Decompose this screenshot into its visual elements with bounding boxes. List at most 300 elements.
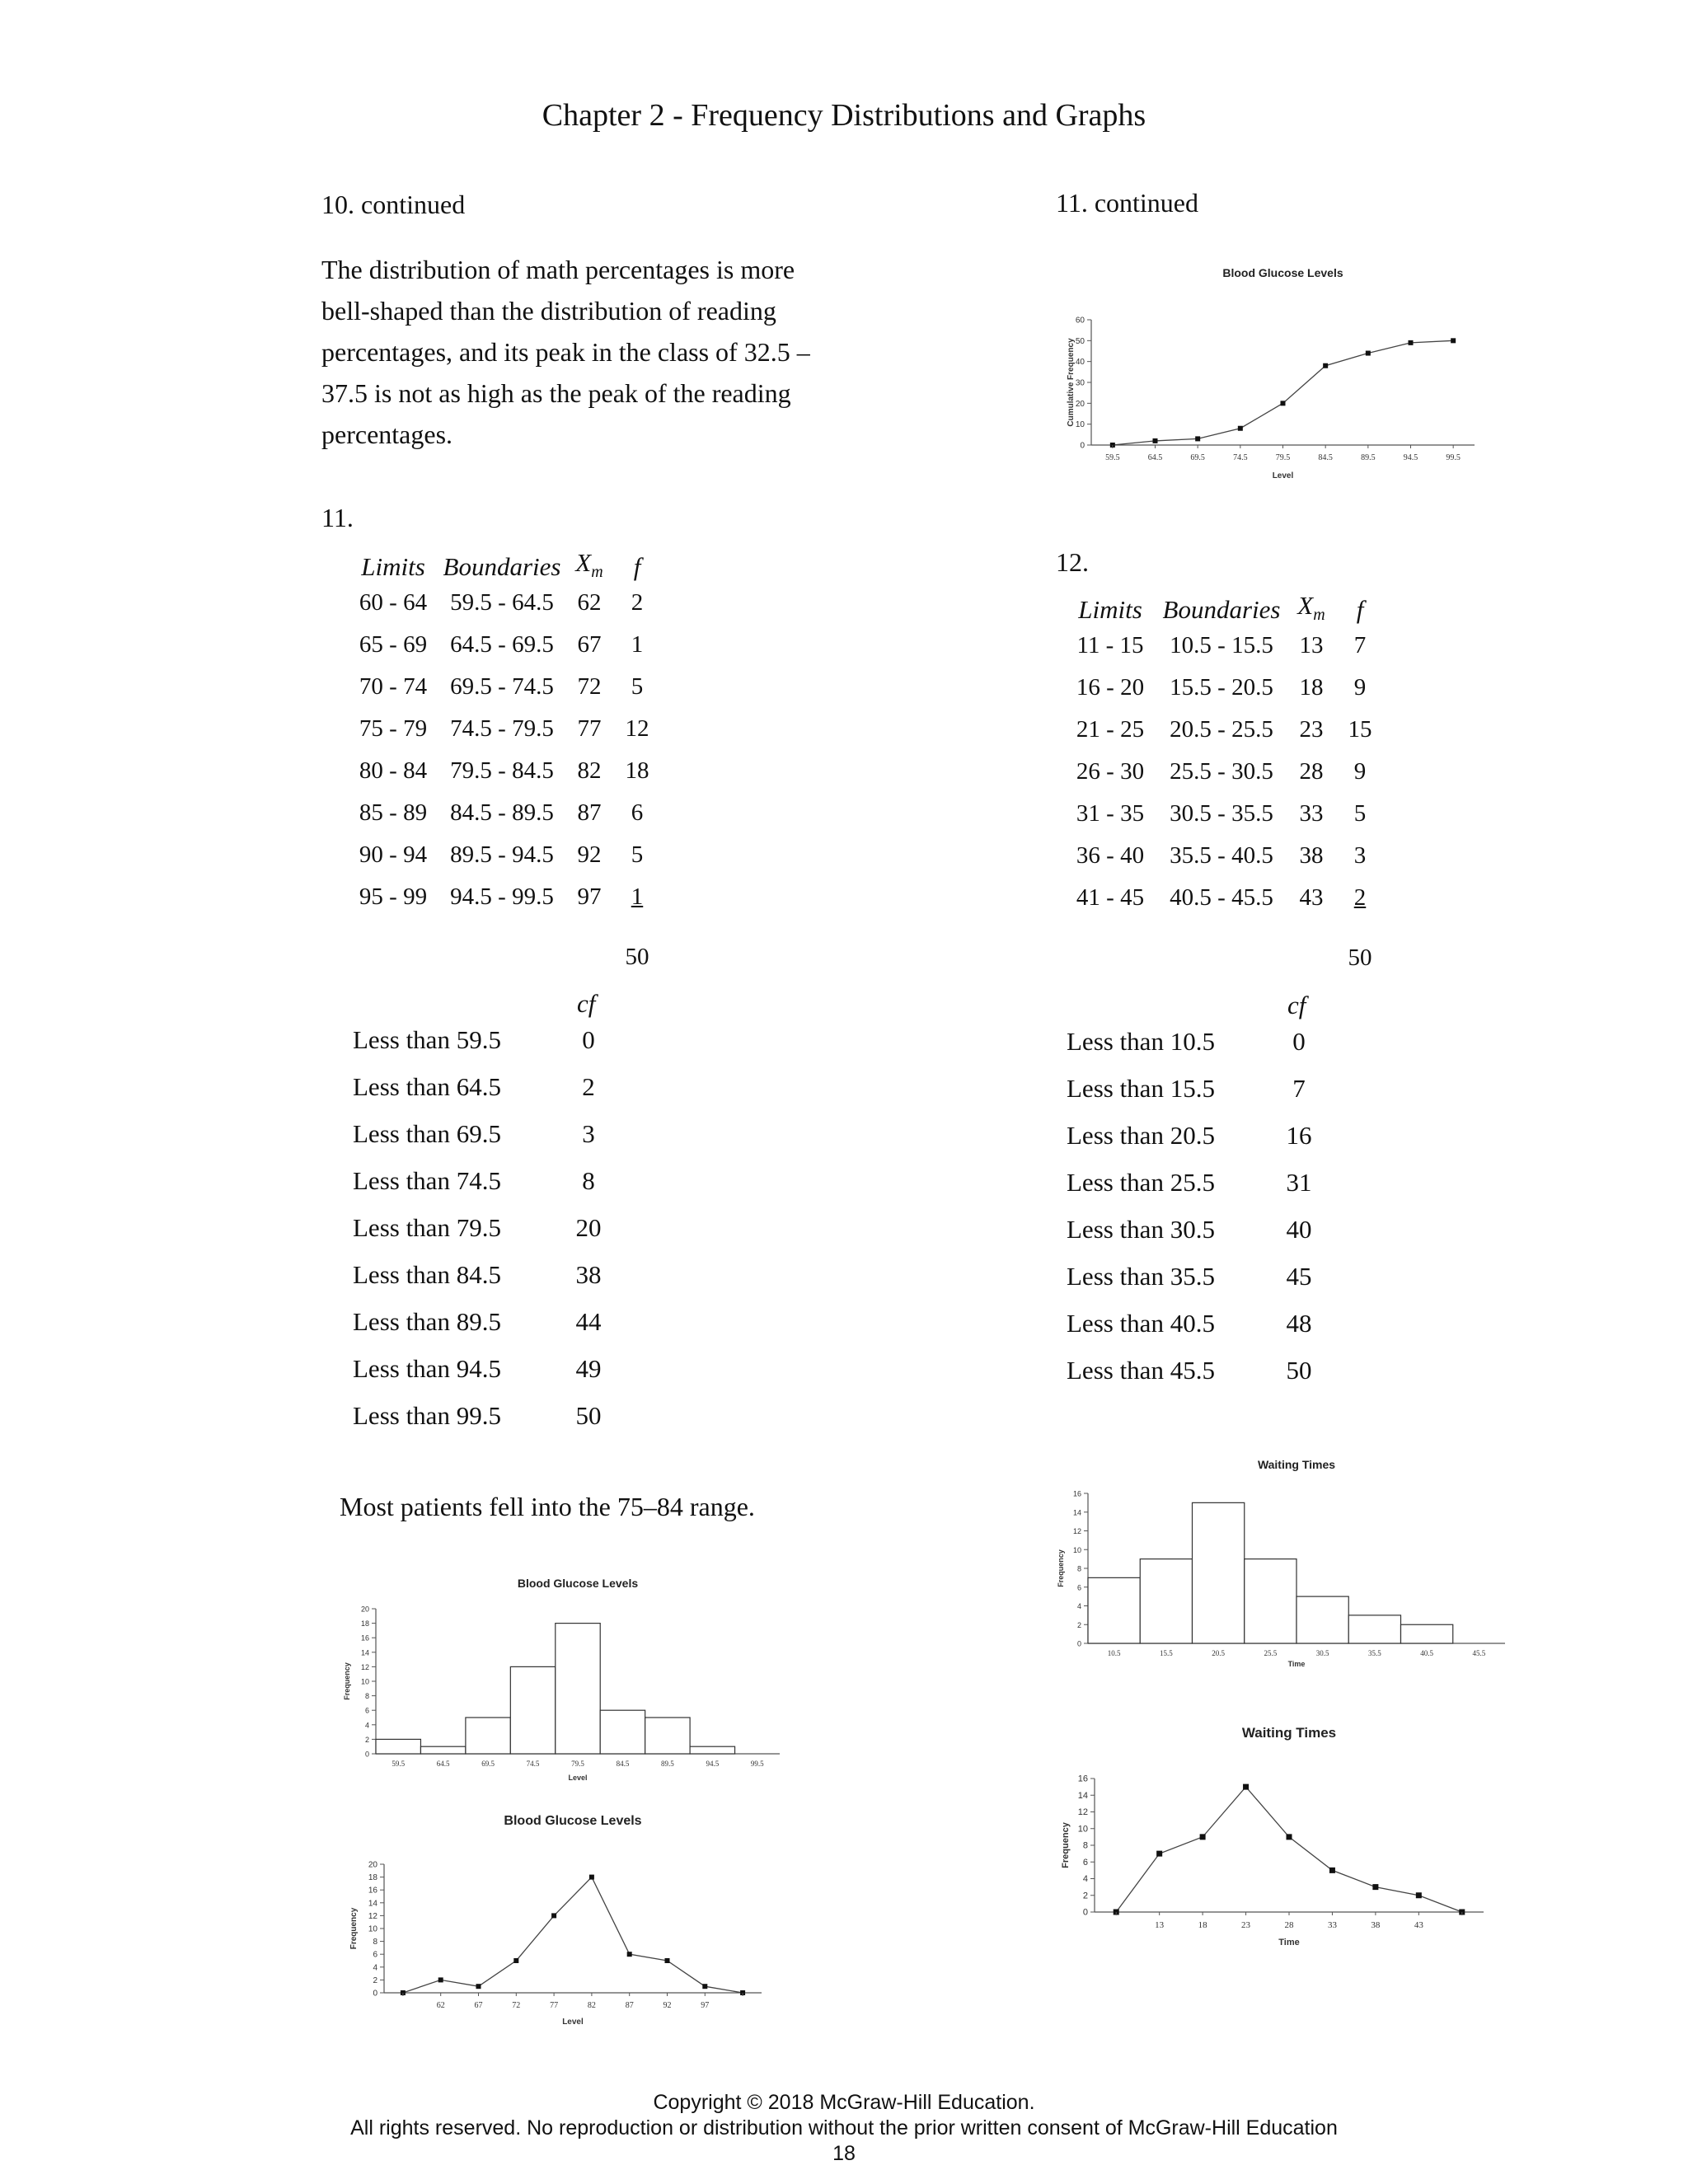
cell-boundaries: 10.5 - 15.5 [1170, 632, 1273, 658]
rights-line: All rights reserved. No reproduction or distribution without the prior written consent of McGraw-Hill Education [350, 2116, 1338, 2139]
list-item [353, 1072, 617, 1105]
cf-value: 38 [575, 1260, 602, 1289]
data-point [589, 1875, 594, 1880]
table-row [346, 792, 659, 834]
table-row [346, 666, 659, 708]
histogram-bar [1088, 1577, 1140, 1643]
cf-header: cf [1287, 991, 1306, 1019]
x-tick-label: 25.5 [1264, 1649, 1278, 1657]
y-tick-label: 6 [364, 1706, 369, 1715]
series-line [403, 1877, 743, 1993]
y-tick-label: 0 [1076, 1639, 1081, 1648]
histogram-bar [1401, 1624, 1453, 1643]
table-row [346, 834, 659, 876]
glucose-note: Most patients fell into the 75–84 range. [340, 1492, 755, 1521]
y-tick-label: 6 [1076, 1583, 1081, 1592]
x-tick-label: 35.5 [1368, 1649, 1381, 1657]
cell-frequency: 6 [631, 799, 644, 826]
y-tick-label: 4 [1076, 1602, 1081, 1610]
data-point [1200, 1834, 1206, 1840]
cell-midpoint: 97 [577, 883, 602, 910]
x-tick-label: 40.5 [1420, 1649, 1433, 1657]
cell-boundaries: 40.5 - 45.5 [1170, 884, 1273, 911]
x-tick-label: 79.5 [571, 1760, 584, 1768]
y-tick-label: 0 [364, 1750, 369, 1759]
histogram-bar [376, 1739, 420, 1754]
cell-boundaries: 84.5 - 89.5 [450, 799, 554, 826]
x-tick-label: 89.5 [1361, 453, 1376, 462]
y-tick-label: 6 [1082, 1857, 1088, 1868]
x-axis-label: Level [568, 1774, 588, 1782]
cell-frequency: 3 [1353, 842, 1367, 869]
table-row [1063, 709, 1383, 751]
x-axis-label: Level [562, 2018, 584, 2027]
x-tick-label: 74.5 [1233, 453, 1248, 462]
histogram-bar [1140, 1559, 1192, 1643]
cf-class-label: Less than 64.5 [353, 1072, 501, 1101]
cell-frequency: 1 [631, 883, 644, 910]
cf-class-label: Less than 69.5 [353, 1119, 501, 1148]
y-tick-label: 14 [368, 1899, 377, 1909]
cell-frequency: 9 [1353, 758, 1367, 785]
chart-title: Blood Glucose Levels [504, 1814, 642, 1828]
frequency-total: 50 [625, 944, 649, 970]
x-tick-label: 38 [1371, 1920, 1381, 1930]
cell-midpoint: 13 [1299, 632, 1324, 658]
cell-boundaries: 69.5 - 74.5 [450, 673, 554, 700]
x-tick-label: 10.5 [1107, 1649, 1121, 1657]
table-row [346, 582, 659, 624]
y-tick-label: 30 [1075, 378, 1085, 388]
y-tick-label: 4 [364, 1721, 369, 1730]
y-tick-label: 14 [1072, 1508, 1081, 1517]
cell-boundaries: 25.5 - 30.5 [1170, 758, 1273, 785]
y-tick-label: 14 [1077, 1790, 1088, 1801]
table-row [1063, 751, 1383, 793]
cf-value: 49 [575, 1354, 602, 1383]
y-tick-label: 40 [1075, 358, 1085, 368]
chart-title: Blood Glucose Levels [517, 1577, 639, 1590]
x-tick-label: 77 [550, 2001, 559, 2010]
x-tick-label: 87 [625, 2001, 634, 2010]
copyright-line: Copyright © 2018 McGraw-Hill Education. [653, 2091, 1035, 2114]
cf-value: 0 [582, 1025, 595, 1054]
list-item [353, 1025, 617, 1058]
y-tick-label: 2 [364, 1735, 369, 1744]
column-header-frequency: f [1356, 595, 1364, 624]
x-tick-label: 15.5 [1160, 1649, 1173, 1657]
cell-boundaries: 89.5 - 94.5 [450, 841, 554, 868]
column-header-frequency: f [633, 552, 641, 581]
cf-header: cf [577, 989, 596, 1018]
cell-boundaries: 15.5 - 20.5 [1170, 674, 1273, 701]
x-tick-label: 30.5 [1315, 1649, 1329, 1657]
x-tick-label: 79.5 [1275, 453, 1291, 462]
data-point [476, 1984, 481, 1989]
y-tick-label: 6 [373, 1950, 377, 1960]
cf-class-label: Less than 20.5 [1067, 1121, 1215, 1150]
x-tick-label: 69.5 [1190, 453, 1205, 462]
cell-midpoint: 33 [1299, 800, 1324, 827]
cell-limits: 60 - 64 [359, 589, 428, 616]
list-item [1067, 1121, 1330, 1154]
cf-value: 44 [575, 1307, 602, 1336]
x-tick-label: 94.5 [706, 1760, 720, 1768]
data-point [665, 1958, 670, 1963]
y-tick-label: 60 [1075, 316, 1085, 326]
y-tick-label: 10 [360, 1677, 369, 1686]
cf-class-label: Less than 99.5 [353, 1401, 501, 1430]
cell-limits: 85 - 89 [359, 799, 428, 826]
chart-title: Waiting Times [1241, 1725, 1337, 1741]
list-item [1067, 1215, 1330, 1248]
list-item [1067, 1027, 1330, 1060]
data-point [1366, 351, 1371, 356]
x-tick-label: 59.5 [392, 1760, 406, 1768]
data-point [1372, 1884, 1378, 1890]
chart-polygon-waiting [1052, 1714, 1497, 1960]
cell-limits: 41 - 45 [1076, 884, 1145, 911]
data-point [1287, 1834, 1292, 1840]
section-10-continued-heading: 10. continued [321, 190, 466, 219]
cell-limits: 26 - 30 [1076, 758, 1145, 785]
cell-limits: 95 - 99 [359, 883, 428, 910]
y-tick-label: 8 [1076, 1564, 1081, 1573]
page-title: Chapter 2 - Frequency Distributions and Graphs [542, 98, 1146, 133]
table-row [346, 876, 659, 918]
list-item [353, 1119, 617, 1152]
cell-limits: 21 - 25 [1076, 716, 1145, 743]
table-row [1063, 625, 1383, 667]
cf-value: 48 [1286, 1309, 1312, 1338]
list-item [353, 1307, 617, 1340]
x-tick-label: 33 [1327, 1920, 1337, 1930]
cell-midpoint: 28 [1299, 758, 1324, 785]
chart-histogram-waiting [1052, 1454, 1513, 1670]
data-point [513, 1958, 518, 1963]
frequency-table-12 [1063, 588, 1383, 972]
list-item [353, 1166, 617, 1199]
x-tick-label: 28 [1284, 1920, 1294, 1930]
cf-class-label: Less than 59.5 [353, 1025, 501, 1054]
y-tick-label: 0 [1082, 1907, 1088, 1918]
cell-midpoint: 77 [577, 715, 602, 742]
list-item [1067, 1168, 1330, 1201]
cell-limits: 36 - 40 [1076, 842, 1145, 869]
cell-limits: 16 - 20 [1076, 674, 1145, 701]
x-tick-label: 23 [1241, 1920, 1251, 1930]
y-tick-label: 0 [373, 1989, 377, 1999]
cell-midpoint: 67 [577, 631, 602, 658]
x-tick-label: 97 [701, 2001, 710, 2010]
table-row [1063, 793, 1383, 835]
column-header-midpoint: $X_m$ [575, 547, 603, 581]
cf-value: 16 [1286, 1121, 1312, 1150]
cf-class-label: Less than 25.5 [1067, 1168, 1215, 1197]
cell-frequency: 1 [631, 631, 644, 658]
data-point [627, 1952, 632, 1957]
y-tick-label: 8 [364, 1692, 369, 1701]
list-item [1067, 1356, 1330, 1389]
x-tick-label: 84.5 [1318, 453, 1333, 462]
y-tick-label: 16 [360, 1633, 369, 1643]
x-tick-label: 89.5 [661, 1760, 674, 1768]
y-tick-label: 10 [1072, 1545, 1081, 1554]
cf-class-label: Less than 35.5 [1067, 1262, 1215, 1291]
cf-value: 8 [582, 1166, 595, 1195]
cell-boundaries: 64.5 - 69.5 [450, 631, 554, 658]
cell-frequency: 15 [1348, 716, 1372, 743]
column-header-limits: Limits [1078, 595, 1142, 624]
cf-value: 45 [1286, 1262, 1312, 1291]
x-axis-label: Level [1272, 471, 1294, 480]
histogram-bar [510, 1666, 555, 1754]
list-item [1067, 1074, 1330, 1107]
data-point [438, 1977, 443, 1982]
table-row [346, 624, 659, 666]
y-tick-label: 18 [360, 1619, 369, 1629]
cell-midpoint: 18 [1299, 674, 1324, 701]
cell-limits: 11 - 15 [1076, 632, 1144, 658]
x-tick-label: 59.5 [1105, 453, 1120, 462]
data-point [1243, 1784, 1249, 1790]
data-point [1238, 426, 1243, 431]
y-tick-label: 8 [1082, 1840, 1088, 1851]
cell-frequency: 2 [1353, 884, 1367, 911]
y-tick-label: 50 [1075, 336, 1085, 346]
x-axis-label: Time [1278, 1938, 1300, 1947]
y-tick-label: 10 [1075, 420, 1085, 430]
x-tick-label: 99.5 [750, 1760, 764, 1768]
series-line [1116, 1787, 1462, 1912]
data-point [1409, 340, 1414, 345]
y-tick-label: 14 [360, 1648, 369, 1657]
series-line [1113, 340, 1453, 445]
y-tick-label: 20 [1075, 399, 1085, 409]
data-point [1329, 1868, 1335, 1873]
cf-value: 20 [575, 1213, 602, 1242]
cell-boundaries: 35.5 - 40.5 [1170, 842, 1273, 869]
cell-frequency: 7 [1353, 632, 1367, 658]
y-tick-label: 2 [1076, 1620, 1081, 1629]
section-12-heading: 12. [1056, 547, 1089, 577]
x-tick-label: 94.5 [1403, 453, 1418, 462]
y-tick-label: 12 [1077, 1807, 1088, 1817]
y-tick-label: 4 [1082, 1874, 1088, 1884]
y-tick-label: 10 [368, 1924, 377, 1934]
y-axis-label: Frequency [1061, 1822, 1071, 1868]
cell-frequency: 9 [1353, 674, 1367, 701]
y-tick-label: 20 [368, 1860, 377, 1870]
histogram-bar [1245, 1559, 1296, 1643]
cell-boundaries: 59.5 - 64.5 [450, 589, 554, 616]
x-tick-label: 62 [436, 2001, 445, 2010]
x-tick-label: 64.5 [436, 1760, 450, 1768]
x-tick-label: 69.5 [481, 1760, 495, 1768]
cell-midpoint: 62 [577, 589, 602, 616]
cf-class-label: Less than 84.5 [353, 1260, 501, 1289]
y-tick-label: 16 [368, 1886, 377, 1896]
cumulative-frequency-table-12 [1067, 991, 1330, 1403]
list-item [353, 1260, 617, 1293]
y-axis-label: Frequency [349, 1907, 359, 1950]
table-total-row [1063, 919, 1383, 972]
cf-value: 50 [1286, 1356, 1312, 1385]
x-tick-label: 13 [1155, 1920, 1165, 1930]
frequency-total: 50 [1348, 944, 1372, 971]
column-header-boundaries: Boundaries [1162, 595, 1281, 624]
chart-title: Blood Glucose Levels [1222, 266, 1343, 279]
list-item [1067, 1309, 1330, 1342]
data-point [1281, 401, 1286, 405]
cf-value: 50 [575, 1401, 602, 1430]
cf-class-label: Less than 74.5 [353, 1166, 501, 1195]
cell-midpoint: 87 [577, 799, 602, 826]
histogram-bar [600, 1710, 645, 1754]
x-tick-label: 20.5 [1212, 1649, 1225, 1657]
chart-polygon-glucose [338, 1807, 767, 2029]
histogram-bar [1296, 1596, 1348, 1643]
y-tick-label: 20 [360, 1605, 369, 1614]
section-11-continued-heading: 11. continued [1056, 188, 1198, 218]
data-point [702, 1984, 707, 1989]
cumulative-frequency-table-11 [353, 989, 617, 1451]
y-tick-label: 16 [1077, 1774, 1088, 1784]
column-header-midpoint: $X_m$ [1297, 590, 1325, 624]
frequency-table-11 [346, 546, 659, 971]
cf-class-label: Less than 10.5 [1067, 1027, 1215, 1056]
cell-boundaries: 74.5 - 79.5 [450, 715, 554, 742]
cell-midpoint: 43 [1299, 884, 1324, 911]
chart-histogram-glucose [338, 1572, 783, 1788]
column-header-boundaries: Boundaries [443, 552, 561, 581]
table-row [1063, 835, 1383, 877]
x-tick-label: 72 [512, 2001, 521, 2010]
cell-limits: 70 - 74 [359, 673, 428, 700]
histogram-bar [556, 1624, 600, 1754]
table-row [346, 750, 659, 792]
table-row [1063, 877, 1383, 919]
list-item [353, 1401, 617, 1434]
histogram-bar [1348, 1615, 1400, 1643]
data-point [1451, 338, 1456, 343]
data-point [1416, 1892, 1422, 1898]
cf-class-label: Less than 89.5 [353, 1307, 501, 1336]
cf-class-label: Less than 45.5 [1067, 1356, 1215, 1385]
data-point [551, 1913, 556, 1918]
y-tick-label: 2 [373, 1975, 377, 1985]
y-tick-label: 16 [1072, 1489, 1081, 1498]
cell-midpoint: 23 [1299, 716, 1324, 743]
data-point [1195, 436, 1200, 441]
histogram-bar [690, 1746, 734, 1754]
y-axis-label: Frequency [1057, 1549, 1065, 1587]
histogram-bar [420, 1746, 465, 1754]
list-item [1067, 1262, 1330, 1295]
y-tick-label: 12 [360, 1662, 369, 1671]
cell-frequency: 5 [631, 841, 644, 868]
cell-boundaries: 94.5 - 99.5 [450, 883, 554, 910]
cf-value: 40 [1286, 1215, 1312, 1244]
cell-frequency: 18 [625, 757, 649, 784]
y-tick-label: 10 [1077, 1824, 1088, 1835]
cf-value: 2 [582, 1072, 595, 1101]
cell-boundaries: 20.5 - 25.5 [1170, 716, 1273, 743]
x-tick-label: 67 [474, 2001, 483, 2010]
section-11-heading: 11. [321, 503, 354, 532]
data-point [1153, 438, 1158, 443]
cf-class-label: Less than 40.5 [1067, 1309, 1215, 1338]
cell-limits: 90 - 94 [359, 841, 428, 868]
cf-value: 3 [582, 1119, 595, 1148]
footer [0, 2090, 1688, 2167]
x-tick-label: 74.5 [526, 1760, 540, 1768]
cf-class-label: Less than 30.5 [1067, 1215, 1215, 1244]
section-10-paragraph: The distribution of math percentages is more bell-shaped than the distribution of reading percentages, and its peak in the class of 32.5 – 37.5 is not as high as the peak of the reading percentages. [321, 255, 810, 449]
cell-limits: 75 - 79 [359, 715, 428, 742]
data-point [1156, 1851, 1162, 1857]
cell-frequency: 5 [631, 673, 644, 700]
table-row [1063, 667, 1383, 709]
data-point [1323, 363, 1328, 368]
y-tick-label: 0 [1080, 441, 1085, 451]
cf-value: 0 [1292, 1027, 1306, 1056]
cell-limits: 80 - 84 [359, 757, 428, 784]
cell-limits: 31 - 35 [1076, 800, 1145, 827]
x-tick-label: 84.5 [616, 1760, 630, 1768]
y-tick-label: 18 [368, 1873, 377, 1883]
table-header-row [346, 546, 659, 582]
table-total-row [346, 918, 659, 971]
cell-midpoint: 72 [577, 673, 602, 700]
chart-ogive-glucose [1058, 262, 1487, 490]
list-item [353, 1213, 617, 1246]
list-item [353, 1354, 617, 1387]
cell-boundaries: 30.5 - 35.5 [1170, 800, 1273, 827]
cell-midpoint: 92 [577, 841, 602, 868]
y-axis-label: Cumulative Frequency [1067, 338, 1076, 427]
cell-boundaries: 79.5 - 84.5 [450, 757, 554, 784]
y-axis-label: Frequency [343, 1662, 351, 1700]
page-number: 18 [832, 2142, 856, 2165]
cf-value: 7 [1292, 1074, 1306, 1103]
histogram-bar [466, 1718, 510, 1754]
column-header-limits: Limits [361, 552, 425, 581]
x-tick-label: 99.5 [1446, 453, 1461, 462]
cell-midpoint: 82 [577, 757, 602, 784]
cf-class-label: Less than 79.5 [353, 1213, 501, 1242]
x-axis-label: Time [1287, 1660, 1306, 1668]
cell-midpoint: 38 [1299, 842, 1324, 869]
y-tick-label: 8 [373, 1938, 377, 1947]
y-tick-label: 2 [1082, 1891, 1088, 1901]
y-tick-label: 12 [1072, 1527, 1081, 1535]
chart-title: Waiting Times [1257, 1458, 1336, 1471]
x-tick-label: 82 [587, 2001, 596, 2010]
cell-frequency: 2 [631, 589, 644, 616]
cell-frequency: 12 [625, 715, 649, 742]
cell-frequency: 5 [1353, 800, 1367, 827]
table-row [346, 708, 659, 750]
cf-value: 31 [1286, 1168, 1312, 1197]
x-tick-label: 92 [663, 2001, 672, 2010]
histogram-bar [1193, 1502, 1245, 1643]
x-tick-label: 18 [1198, 1920, 1207, 1930]
x-tick-label: 45.5 [1472, 1649, 1486, 1657]
cell-limits: 65 - 69 [359, 631, 428, 658]
x-tick-label: 43 [1414, 1920, 1423, 1930]
histogram-bar [645, 1718, 690, 1754]
